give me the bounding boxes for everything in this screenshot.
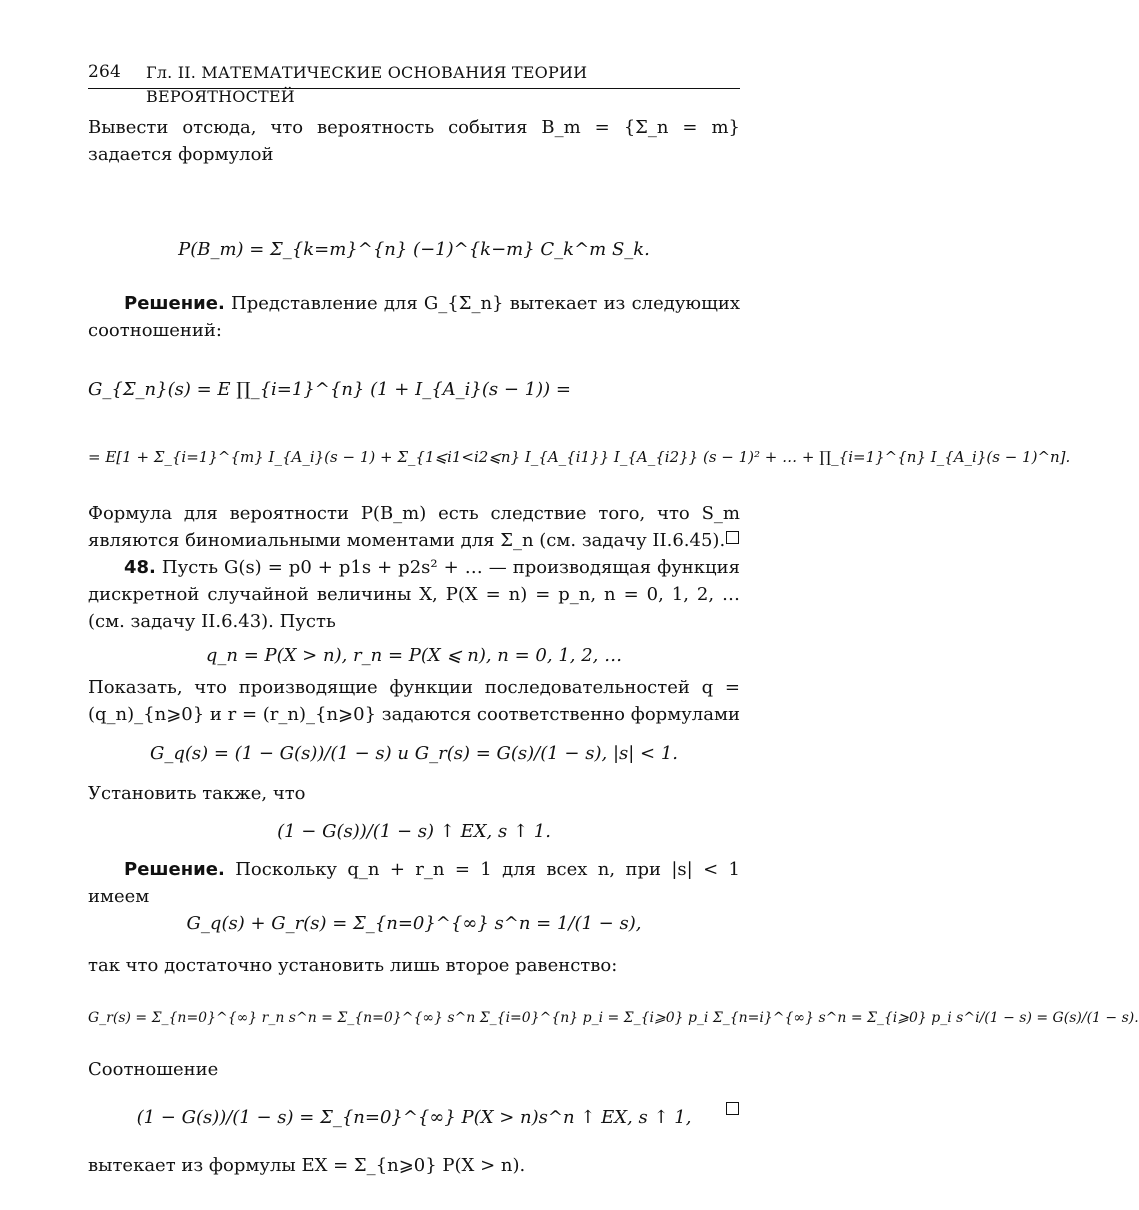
establish-text: Установить также, что: [88, 783, 306, 804]
running-title: Гл. II. МАТЕМАТИЧЕСКИЕ ОСНОВАНИЯ ТЕОРИИ ВЕРОЯТНОСТЕЙ: [146, 63, 588, 106]
formula-series-ex: (1 − G(s))/(1 − s) = Σ_{n=0}^{∞} P(X > n)s^n ↑ EX, s ↑ 1,: [136, 1107, 692, 1128]
show-text: Показать, что производящие функции последовательностей q = (q_n)_{n⩾0} и r = (r_n)_{n⩾0} задаются соответственно формулами: [88, 677, 740, 725]
formula-generating-expansion: = E[1 + Σ_{i=1}^{m} I_{A_i}(s − 1) + Σ_{1⩽i1<i2⩽n} I_{A_{i1}} I_{A_{i2}} (s − 1)² + … + ∏_{i=1}^{n} I_{A_i}(s − 1)^n].: [88, 448, 1071, 466]
solution-2-label: Решение.: [124, 859, 225, 880]
intro-text: Вывести отсюда, что вероятность события B_m = {Σ_n = m} задается формулой: [88, 117, 740, 165]
page-number: 264: [88, 62, 122, 82]
formula-gr-derivation: G_r(s) = Σ_{n=0}^{∞} r_n s^n = Σ_{n=0}^{∞} s^n Σ_{i=0}^{n} p_i = Σ_{i⩾0} p_i Σ_{n=i}^{∞} s^n = Σ_{i⩾0} p_i s^i/(1 − s) = G(s)/(1 − s).: [88, 1010, 1139, 1026]
qed-square-1: [726, 531, 739, 544]
establish-paragraph: [88, 780, 740, 807]
conclusion-1-text: Формула для вероятности P(B_m) есть следствие того, что S_m являются биномиальными моментами для Σ_n (см. задачу II.6.45).: [88, 503, 740, 551]
formula-limit-ex: (1 − G(s))/(1 − s) ↑ EX, s ↑ 1.: [277, 821, 551, 842]
relation-text: Соотношение: [88, 1059, 219, 1080]
page-content: [88, 58, 1139, 1176]
problem-48-paragraph: [88, 554, 740, 635]
show-paragraph: [88, 674, 740, 728]
formula-p-bm: P(B_m) = Σ_{k=m}^{n} (−1)^{k−m} C_k^m S_k.: [178, 239, 650, 260]
solution-2-paragraph: [88, 856, 740, 910]
solution-1-label: Решение.: [124, 293, 225, 314]
solution-2-text: Поскольку q_n + r_n = 1 для всех n, при |s| < 1 имеем: [88, 859, 740, 907]
formula-generating-product: G_{Σ_n}(s) = E ∏_{i=1}^{n} (1 + I_{A_i}(s − 1)) =: [88, 379, 571, 400]
intro-paragraph: [88, 114, 740, 168]
final-paragraph: [88, 1152, 740, 1179]
formula-sum-gq-gr: G_q(s) + G_r(s) = Σ_{n=0}^{∞} s^n = 1/(1 − s),: [186, 913, 642, 934]
relation-paragraph: [88, 1056, 740, 1083]
suffices-text: так что достаточно установить лишь второе равенство:: [88, 955, 618, 976]
conclusion-1-paragraph: [88, 500, 740, 554]
problem-48-number: 48.: [124, 557, 156, 578]
running-header: [88, 58, 740, 106]
solution-1-paragraph: [88, 290, 740, 344]
qed-square-2: [726, 1102, 739, 1115]
final-text: вытекает из формулы EX = Σ_{n⩾0} P(X > n).: [88, 1155, 526, 1176]
problem-48-text: Пусть G(s) = p0 + p1s + p2s² + … — производящая функция дискретной случайной величины X, P(X = n) = p_n, n = 0, 1, 2, … (см. задачу II.6.43). Пусть: [88, 557, 740, 632]
suffices-paragraph: [88, 952, 740, 979]
formula-gq-gr: G_q(s) = (1 − G(s))/(1 − s) и G_r(s) = G(s)/(1 − s), |s| < 1.: [149, 743, 679, 764]
formula-qn-rn: q_n = P(X > n), r_n = P(X ⩽ n), n = 0, 1, 2, …: [205, 645, 623, 666]
solution-1-text: Представление для G_{Σ_n} вытекает из следующих соотношений:: [88, 293, 740, 341]
